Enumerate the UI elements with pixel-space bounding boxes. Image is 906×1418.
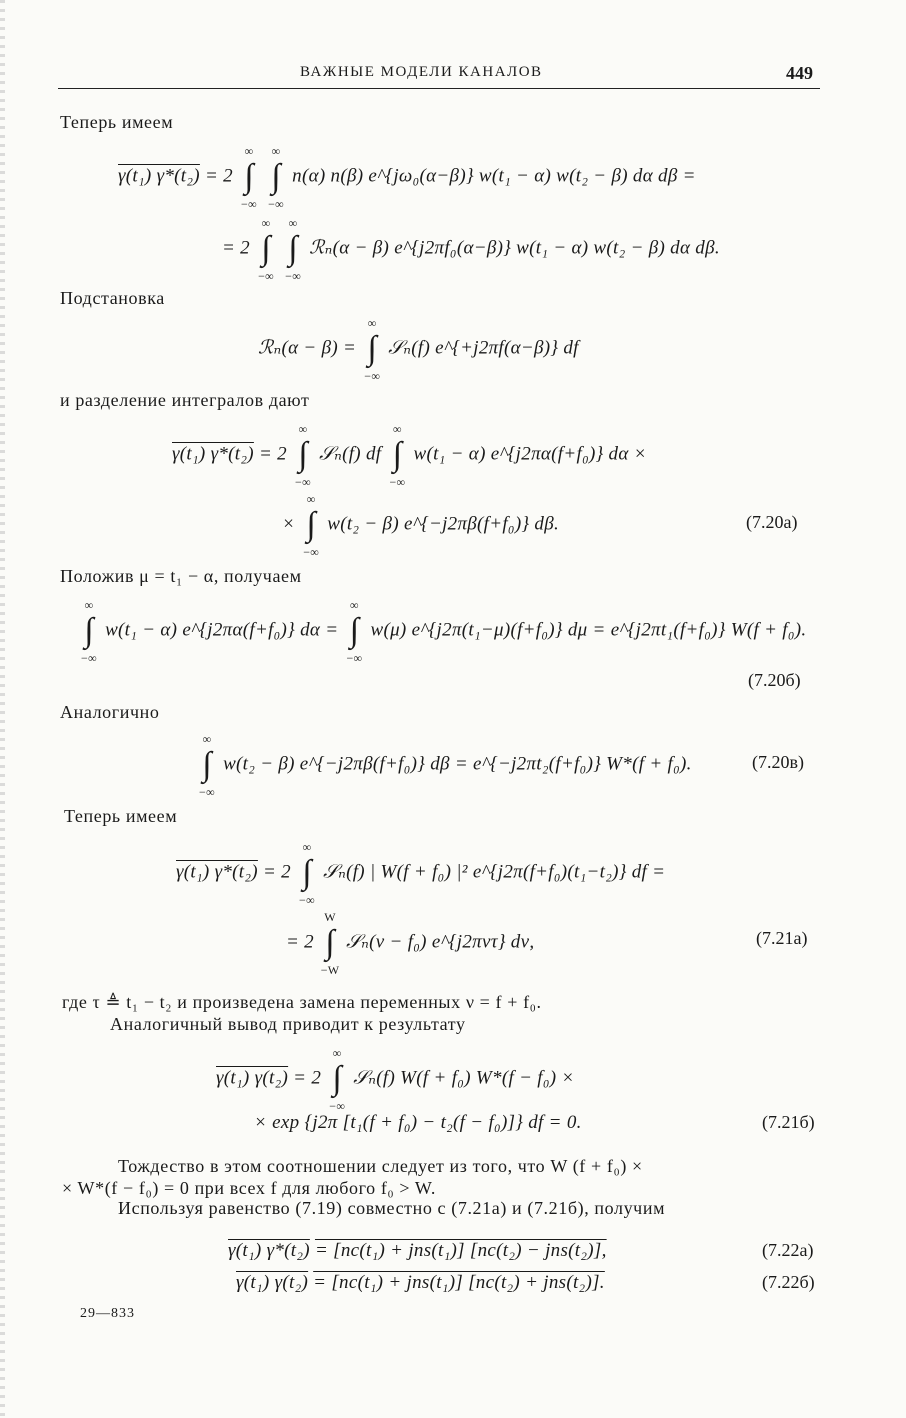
equation [176,840,666,907]
equation-body: n(α) n(β) e^{jω₀(α−β)} w(t₁ − α) w(t₂ − β) dα dβ = [292,165,696,187]
equation-body: w(t₁ − α) e^{j2πα(f+f₀)} dα × [413,443,647,465]
equation-body: 𝒮ₙ(f) e^{+j2πf(α−β)} df [388,337,579,359]
equation-number: (7.21б) [762,1112,815,1132]
equation [78,598,807,665]
integral-sign: ∞ ∫ −∞ [199,732,215,799]
equation-body: 𝒮ₙ(f) W(f + f₀) W*(f − f₀) × [353,1067,575,1089]
equation [222,216,720,283]
equation-lhs: γ(t₁) γ*(t₂) [228,1240,310,1261]
integral-sign: ∞ ∫ −∞ [299,840,315,907]
equation [286,910,535,977]
equation-part: = 2 [222,237,250,259]
equation [258,316,579,383]
equation-lhs: γ(t₁) γ*(t₂) [172,443,254,465]
equation-part: = 2 [286,931,314,953]
paragraph: где τ ≜ t₁ − t₂ и произведена замена переменных ν = f + f₀. [62,992,542,1012]
integral-sign: ∞ ∫ −∞ [346,598,363,665]
equation [196,732,692,799]
integral-sign: ∞ ∫ −∞ [329,1046,346,1113]
paragraph: × W*(f − f₀) = 0 при всех f для любого f₀ > W. [62,1178,436,1198]
equation-number: (7.22а) [762,1240,814,1260]
equation [282,492,560,559]
equation: × exp {j2π [t₁(f + f₀) − t₂(f − f₀)]} df = 0. [254,1112,582,1133]
equation-number: (7.20б) [748,670,801,690]
equation-part: = 2 [293,1067,322,1089]
equation-part: = 2 [262,861,291,883]
equation-rhs: = [nc(t₁) + jns(t₁)] [nc(t₂) − jns(t₂)], [314,1240,607,1261]
paragraph: и разделение интегралов дают [60,390,310,410]
equation [172,422,647,489]
paragraph: Теперь имеем [60,112,174,132]
integral-sign: ∞ ∫ −∞ [295,422,311,489]
header-rule [58,88,820,89]
equation-part: = 2 [258,443,287,465]
equation-lhs: γ(t₁) γ(t₂) [216,1067,289,1089]
equation-number: (7.20в) [752,752,804,772]
equation-part: = 2 [204,165,233,187]
integral-sign: ∞ ∫ −∞ [285,216,302,283]
paragraph: Теперь имеем [64,806,178,826]
equation-part: × [282,513,296,535]
equation-lhs: γ(t₁) γ*(t₂) [176,861,258,883]
equation-body: w(t₂ − β) e^{−j2πβ(f+f₀)} dβ = e^{−j2πt₂(f+f₀)} W*(f + f₀). [223,753,692,775]
integral-sign: ∞ ∫ −∞ [268,144,285,211]
equation-body: 𝒮ₙ(ν − f₀) e^{j2πντ} dν, [346,931,535,953]
integral-sign: ∞ ∫ −∞ [303,492,320,559]
integral-sign: W ∫ −W [320,910,340,977]
equation-body: w(t₁ − α) e^{j2πα(f+f₀)} dα = [105,619,339,641]
paragraph: Тождество в этом соотношении следует из того, что W (f + f₀) × [118,1156,643,1176]
equation [228,1240,607,1262]
equation-body: w(μ) e^{j2π(t₁−μ)(f+f₀)} dμ = e^{j2πt₁(f+f₀)} W(f + f₀). [370,619,807,641]
equation-lhs: γ(t₁) γ(t₂) [236,1272,309,1293]
equation-number: (7.21а) [756,928,808,948]
integral-sign: ∞ ∫ −∞ [389,422,406,489]
equation-body: 𝒮ₙ(f) df [319,443,382,465]
integral-sign: ∞ ∫ −∞ [81,598,97,665]
footer-signature: 29—833 [80,1306,135,1321]
paragraph: Используя равенство (7.19) совместно с (7.21а) и (7.21б), получим [118,1198,666,1218]
equation-body: 𝒮ₙ(f) | W(f + f₀) |² e^{j2π(f+f₀)(t₁−t₂)} df = [323,861,666,883]
page-number: 449 [786,63,813,83]
paragraph: Аналогично [60,702,160,722]
equation-part: ℛₙ(α − β) = [258,337,357,359]
integral-sign: ∞ ∫ −∞ [241,144,257,211]
paragraph: Положив μ = t₁ − α, получаем [60,566,302,586]
integral-sign: ∞ ∫ −∞ [364,316,381,383]
running-head: ВАЖНЫЕ МОДЕЛИ КАНАЛОВ [300,64,543,80]
equation-lhs: γ(t₁) γ*(t₂) [118,165,200,187]
paragraph: Аналогичный вывод приводит к результату [110,1014,466,1034]
equation [236,1272,605,1294]
equation-body: w(t₂ − β) e^{−j2πβ(f+f₀)} dβ. [327,513,560,535]
equation-number: (7.22б) [762,1272,815,1292]
scan-edge [0,0,5,1418]
equation-body: ℛₙ(α − β) e^{j2πf₀(α−β)} w(t₁ − α) w(t₂ − β) dα dβ. [309,237,720,259]
equation [216,1046,575,1113]
integral-sign: ∞ ∫ −∞ [258,216,275,283]
paragraph: Подстановка [60,288,165,308]
equation-number: (7.20а) [746,512,798,532]
equation [118,144,696,211]
equation-rhs: = [nc(t₁) + jns(t₁)] [nc(t₂) + jns(t₂)]. [313,1272,605,1293]
